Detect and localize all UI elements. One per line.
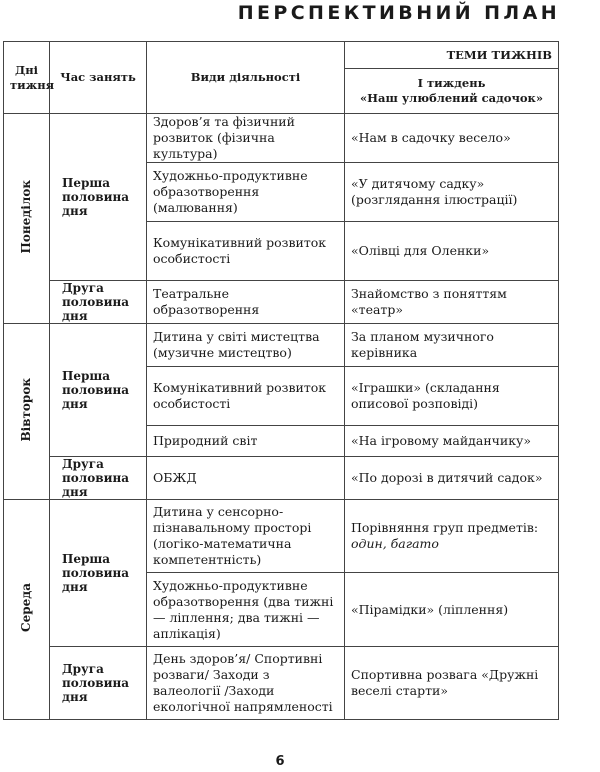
- activity-cell: Художньо-продуктивне образотворення (два тижні — ліплення; два тижні — аплікація): [147, 573, 345, 647]
- table-header: [4, 42, 559, 114]
- theme-cell: «По дорозі в дитячий садок»: [345, 457, 559, 500]
- table-row: [4, 324, 559, 367]
- time-cell: Перша половина дня: [50, 114, 147, 281]
- activity-cell: Природний світ: [147, 426, 345, 457]
- day-cell: [4, 114, 50, 324]
- time-cell: Друга половина дня: [50, 281, 147, 324]
- theme-cell: Спортивна розвага «Дружні веселі старти»: [345, 647, 559, 720]
- theme-cell: «У дитячому садку» (розглядання ілюстрації): [345, 163, 559, 222]
- header-activities: Види діяльності: [147, 42, 345, 114]
- theme-cell: «Пірамідки» (ліплення): [345, 573, 559, 647]
- page-number: 6: [275, 754, 285, 769]
- table-row: [4, 500, 559, 573]
- header-time: Час занять: [50, 42, 147, 114]
- theme-cell: [345, 500, 559, 573]
- day-label: Понеділок: [19, 179, 33, 254]
- header-themes: ТЕМИ ТИЖНІВ: [345, 42, 559, 69]
- day-label: Вівторок: [19, 377, 33, 442]
- activity-cell: Театральне образотворення: [147, 281, 345, 324]
- theme-cell: «Нам в садочку весело»: [345, 114, 559, 163]
- table-body: [4, 114, 559, 720]
- theme-italic-text: один, багато: [351, 536, 439, 551]
- theme-cell: «Олівці для Оленки»: [345, 222, 559, 281]
- table-row: [4, 647, 559, 720]
- activity-cell: Комунікативний розвиток особистості: [147, 367, 345, 426]
- activity-cell: День здоров’я/ Спортивні розваги/ Заходи з валеології /Заходи екологічної напрямленості: [147, 647, 345, 720]
- header-week: [345, 69, 559, 114]
- time-cell: Перша половина дня: [50, 324, 147, 457]
- perspective-plan-table: [3, 41, 559, 720]
- theme-cell: За планом музичного керівника: [345, 324, 559, 367]
- theme-cell: «Іграшки» (складання описової розповіді): [345, 367, 559, 426]
- table-row: [4, 281, 559, 324]
- table-row: [4, 457, 559, 500]
- week-theme: «Наш улюблений садочок»: [359, 91, 544, 105]
- time-cell: Друга половина дня: [50, 457, 147, 500]
- activity-cell: Комунікативний розвиток особистості: [147, 222, 345, 281]
- table-row: [4, 114, 559, 163]
- week-label: І тиждень: [417, 76, 486, 90]
- activity-cell: ОБЖД: [147, 457, 345, 500]
- theme-text: Порівняння груп предметів:: [351, 520, 539, 535]
- theme-cell: Знайомство з поняттям «театр»: [345, 281, 559, 324]
- activity-cell: Дитина у світі мистецтва (музичне мистецтво): [147, 324, 345, 367]
- activity-cell: Художньо-продуктивне образотворення (малювання): [147, 163, 345, 222]
- header-days: Дні тижня: [4, 42, 50, 114]
- time-cell: Перша половина дня: [50, 500, 147, 647]
- time-cell: Друга половина дня: [50, 647, 147, 720]
- day-label: Середа: [19, 583, 33, 632]
- day-cell: [4, 500, 50, 720]
- activity-cell: Здоров’я та фізичний розвиток (фізична культура): [147, 114, 345, 163]
- theme-cell: «На ігровому майданчику»: [345, 426, 559, 457]
- day-cell: [4, 324, 50, 500]
- page-title: ПЕРСПЕКТИВНИЙ ПЛАН: [237, 2, 560, 24]
- activity-cell: Дитина у сенсорно-пізнавальному просторі (логіко-математична компетентність): [147, 500, 345, 573]
